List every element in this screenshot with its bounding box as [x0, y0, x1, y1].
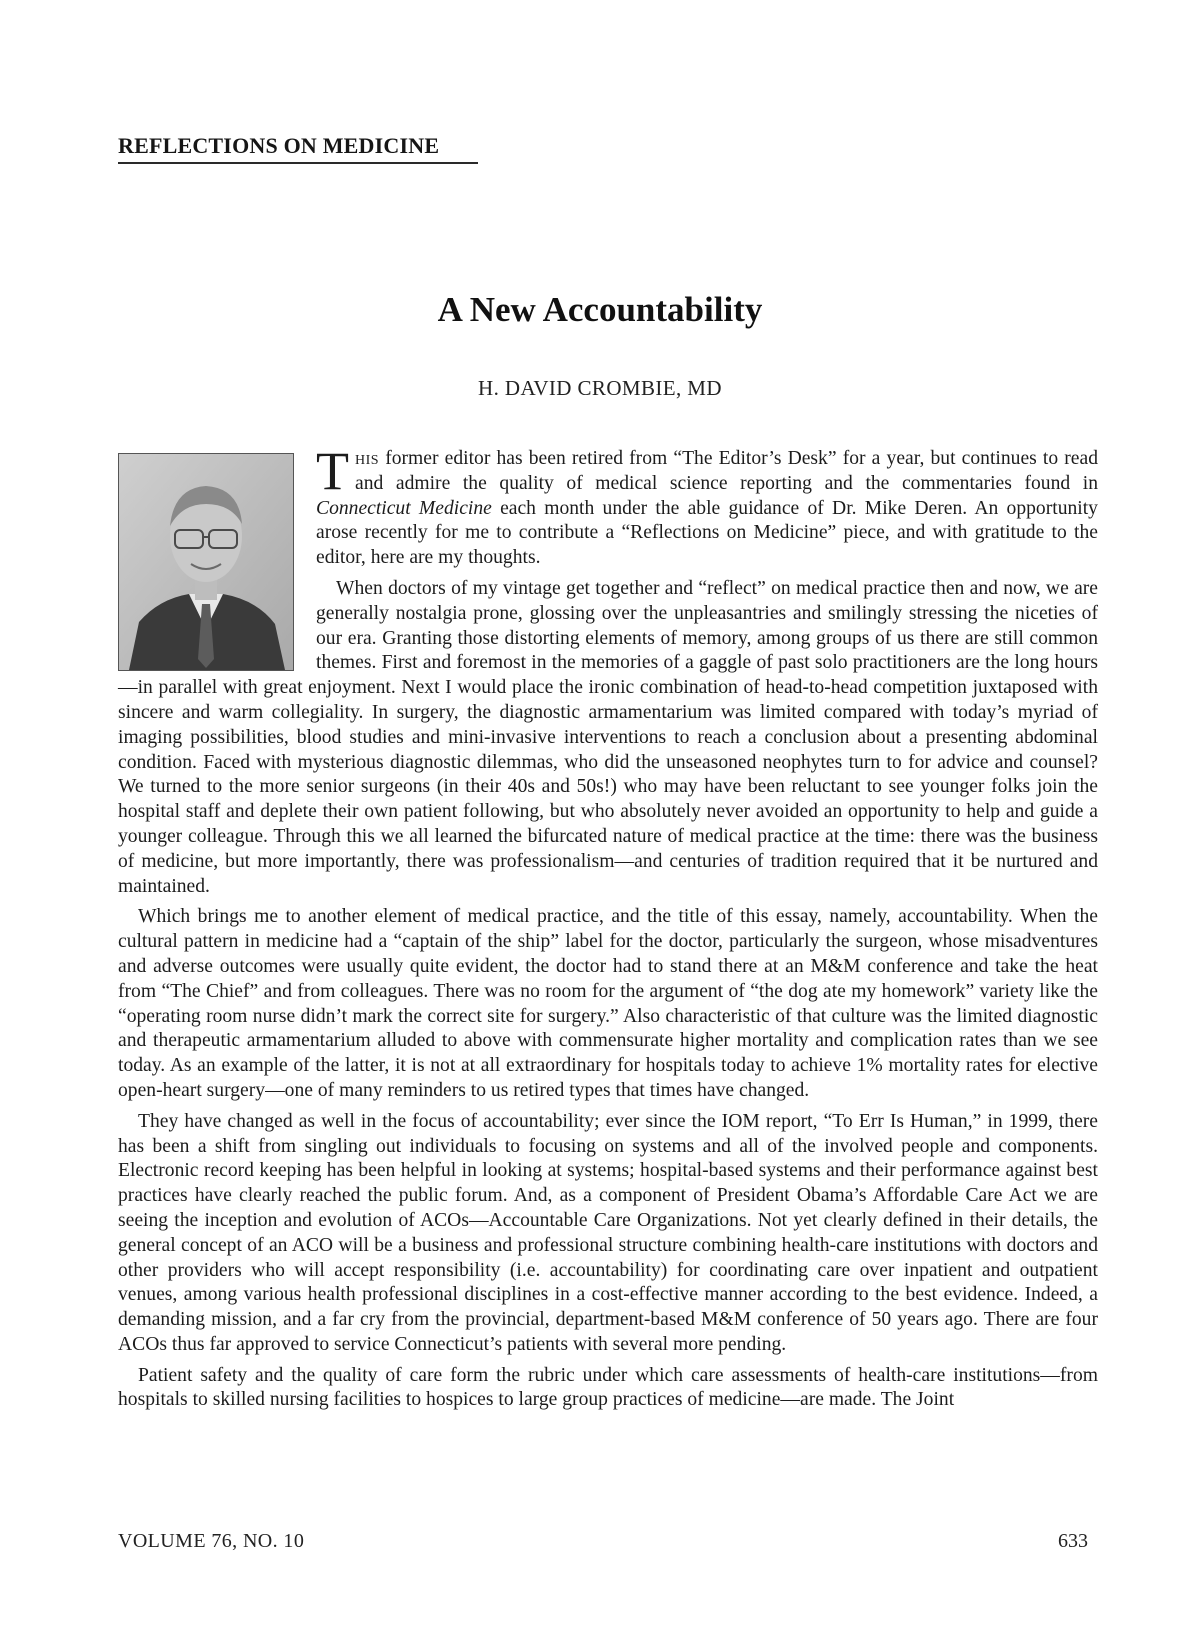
section-underline — [118, 162, 478, 164]
paragraph-3: They have changed as well in the focus of accountability; ever since the IOM report, “To Err Is Human,” in 1999, there has been a shift from singling out individuals to focusing on systems and all of the involved people and components. Electronic record keeping has been helpful in looking at systems; hospital-based systems and their performance against best practices have clearly reached the public forum. And, as a component of President Obama’s Affordable Care Act we are seeing the inception and evolution of ACOs—Accountable Care Organizations. Not yet clearly defined in their details, the general concept of an ACO will be a business and professional structure combining health-care institutions with doctors and other providers who will accept responsibility (i.e. accountability) for coordinating care over inpatient and outpatient venues, among various health professional disciplines in a cost-effective manner according to the best evidence. Indeed, a demanding mission, and a far cry from the provincial, department-based M&M conference of 50 years ago. There are four ACOs thus far approved to service Connecticut’s patients with several more pending. — [118, 1110, 1098, 1355]
paragraph-4: Patient safety and the quality of care form the rubric under which care assessments of health-care institutions—from hospitals to skilled nursing facilities to hospices to large group practices of medicine—are made. The Joint — [118, 1364, 1098, 1411]
footer-volume: VOLUME 76, NO. 10 — [118, 1530, 305, 1552]
paragraph-1: When doctors of my vintage get together and “reflect” on medical practice then and now, we are generally nostalgia prone, glossing over the unpleasantries and smilingly stressing the niceties of our era. Granting those distorting elements of memory, among groups of us there are still common themes. First and foremost in the memories of a gaggle of past solo practitioners are the long hours—in parallel with great enjoyment. Next I would place the ironic combination of head-to-head competition juxtaposed with sincere and warm collegiality. In surgery, the diagnostic armamentarium was limited compared with today’s myriad of imaging possibilities, blood studies and mini-invasive interventions to reach a conclusion about a presenting abdominal condition. Faced with mysterious diagnostic dilemmas, who did the unseasoned neophytes turn to for advice and counsel? We turned to the more senior surgeons (in their 40s and 50s!) who may have been reluctant to see younger folks join the hospital staff and deplete their own patient following, but who absolutely never avoided an opportunity to help and guide a younger colleague. Through this we all learned the bifurcated nature of medical practice at the time: there was the business of medicine, but more importantly, there was professionalism—and centuries of tradition required that it be nurtured and maintained. — [118, 577, 1098, 897]
author-portrait-image — [118, 453, 294, 671]
article-body — [118, 441, 1098, 1419]
lead-smallcaps: his — [355, 448, 380, 469]
lead-text-1: former editor has been retired from “The Editor’s Desk” for a year, but continues to read and admire the quality of medical science reporting and the commentaries found in — [355, 448, 1098, 494]
author-portrait-icon — [119, 454, 293, 670]
footer-page-number: 633 — [1058, 1530, 1088, 1552]
article-title: A New Accountability — [437, 290, 763, 329]
drop-cap: T — [316, 441, 349, 501]
section-label: REFLECTIONS ON MEDICINE — [118, 133, 440, 158]
lead-text-2: each month under the able guidance of Dr. Mike Deren. An opportunity arose recently for me to contribute a “Reflections on Medicine” piece, and with gratitude to the editor, here are my thoughts. — [316, 497, 1098, 569]
paragraph-2: Which brings me to another element of medical practice, and the title of this essay, namely, accountability. When the cultural pattern in medicine had a “captain of the ship” label for the doctor, particularly the surgeon, whose misadventures and adverse outcomes were usually quite evident, the doctor had to stand there at an M&M conference and take the heat from “The Chief” and from colleagues. There was no room for the argument of “the dog ate my homework” variety like the “operating room nurse didn’t mark the correct site for surgery.” Also characteristic of that culture was the limited diagnostic and therapeutic armamentarium alluded to above with commensurate higher mortality and complication rates than we see today. As an example of the latter, it is not at all extraordinary for hospitals today to achieve 1% mortality rates for elective open-heart surgery—one of many reminders to us retired types that times have changed. — [118, 906, 1098, 1101]
article-author: H. DAVID CROMBIE, MD — [478, 376, 722, 400]
journal-name: Connecticut Medicine — [316, 497, 492, 519]
